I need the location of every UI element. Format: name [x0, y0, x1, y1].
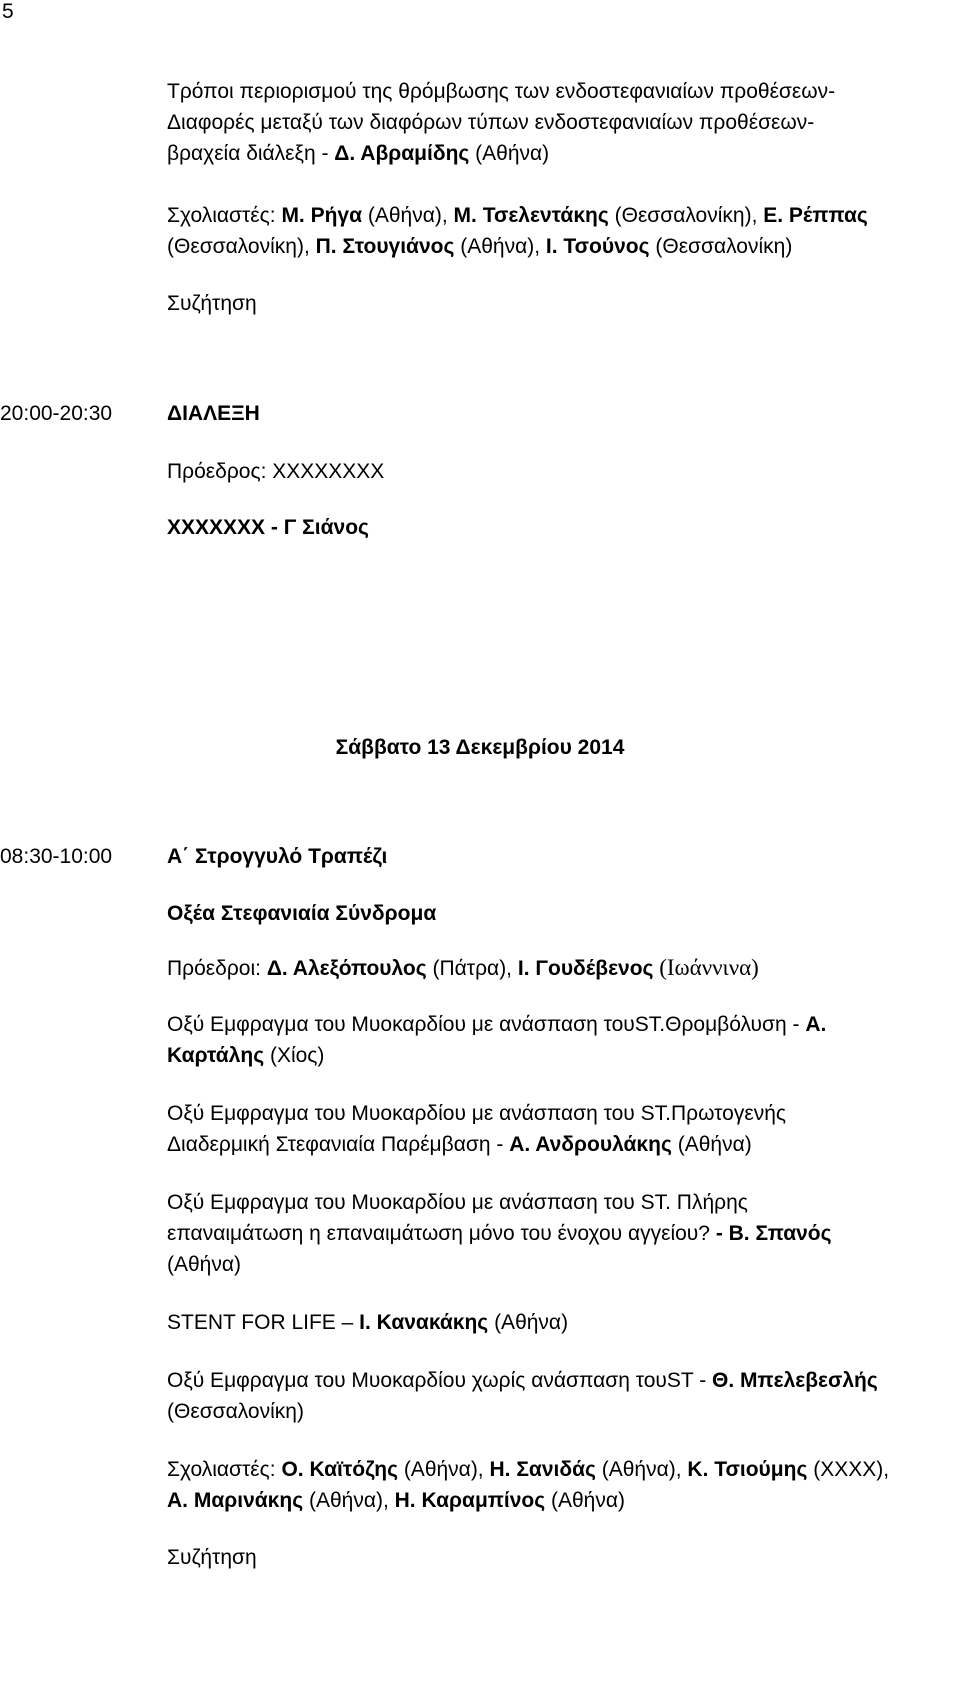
- talk-title: επαναιμάτωση η επαναιμάτωση μόνο του ένοχου αγγείου?: [167, 1222, 716, 1245]
- chair-name: Δ. Αλεξόπουλος: [266, 957, 427, 980]
- commentator-place: (Θεσσαλονίκη),: [167, 235, 316, 258]
- commentator-name: Μ. Τσελεντάκης: [453, 204, 609, 227]
- commentator-place: (Αθήνα),: [595, 1458, 688, 1481]
- commentator-place: (Αθήνα): [545, 1489, 625, 1512]
- commentator-place: (Θεσσαλονίκη),: [608, 204, 764, 227]
- commentator-place: (Αθήνα),: [397, 1458, 490, 1481]
- talk2-line2: [167, 1129, 752, 1161]
- commentators-line1: [167, 200, 868, 232]
- commentator-place: (Αθήνα),: [362, 204, 454, 227]
- session-time: 08:30-10:00: [0, 845, 113, 868]
- speaker-place: (Αθήνα): [671, 1133, 752, 1156]
- talk3-line3: (Αθήνα): [167, 1253, 241, 1276]
- talk-title-line1: Τρόποι περιορισμού της θρόμβωσης των ενδοστεφανιαίων προθέσεων-: [167, 80, 836, 103]
- talk-title: Οξύ Εμφραγμα του Μυοκαρδίου με ανάσπαση τουST.Θρομβόλυση -: [167, 1013, 806, 1036]
- speaker-place: (Αθήνα): [469, 142, 550, 165]
- talk4-line: [167, 1307, 568, 1339]
- speaker-name: - Β. Σπανός: [715, 1222, 832, 1245]
- talk1-line1: [167, 1009, 826, 1041]
- commentator-name: Ι. Τσούνος: [545, 235, 650, 258]
- session-title: Α΄ Στρογγυλό Τραπέζι: [167, 845, 388, 868]
- chair-place: (Ιωάννινα): [653, 955, 759, 980]
- commentator-place: (XXXX),: [807, 1458, 890, 1481]
- commentator-name: Η. Σανιδάς: [489, 1458, 596, 1481]
- talk-title-line2: Διαφορές μεταξύ των διαφόρων τύπων ενδοστεφανιαίων προθέσεων-: [167, 111, 815, 134]
- session-chairs: [167, 952, 759, 985]
- commentator-name: Κ. Τσιούμης: [687, 1458, 808, 1481]
- speaker-name: Ι. Κανακάκης: [359, 1311, 489, 1334]
- chairs-label: Πρόεδροι:: [167, 957, 267, 980]
- session-chair: Πρόεδρος: XXXXXXXX: [167, 460, 385, 483]
- commentator-name: Η. Καραμπίνος: [394, 1489, 546, 1512]
- commentator-name: Μ. Ρήγα: [281, 204, 363, 227]
- talk-title-line3: [167, 138, 549, 170]
- chair-name: Ι. Γουδέβενος: [517, 957, 654, 980]
- chair-place: (Πάτρα),: [426, 957, 518, 980]
- discussion-label: Συζήτηση: [167, 292, 257, 315]
- talk-type: βραχεία διάλεξη -: [167, 142, 335, 165]
- commentator-name: Α. Μαρινάκης: [167, 1489, 304, 1512]
- commentator-place: (Θεσσαλονίκη): [649, 235, 793, 258]
- commentators-line2: [167, 1485, 625, 1517]
- talk2-line1: Οξύ Εμφραγμα του Μυοκαρδίου με ανάσπαση του ST.Πρωτογενής: [167, 1102, 787, 1125]
- session-time: 20:00-20:30: [0, 402, 113, 425]
- talk3-line2: [167, 1218, 832, 1250]
- session-title: ΔΙΑΛΕΞΗ: [167, 402, 260, 425]
- talk-title: Οξύ Εμφραγμα του Μυοκαρδίου χωρίς ανάσπαση τουST -: [167, 1369, 713, 1392]
- talk-title: Διαδερμική Στεφανιαία Παρέμβαση -: [167, 1133, 510, 1156]
- talk5-line1: [167, 1365, 878, 1397]
- speaker-name: Α. Ανδρουλάκης: [509, 1133, 672, 1156]
- talk-title: STENT FOR LIFE –: [167, 1311, 360, 1334]
- commentator-name: Π. Στουγιάνος: [315, 235, 455, 258]
- commentator-name: Ε. Ρέππας: [763, 204, 868, 227]
- session-speakers: XXXXXXX - Γ Σιάνος: [167, 516, 369, 539]
- commentator-place: (Αθήνα),: [303, 1489, 395, 1512]
- speaker-name: Α.: [805, 1013, 827, 1036]
- commentators-line2: [167, 231, 792, 263]
- commentator-place: (Αθήνα),: [454, 235, 546, 258]
- speaker-place: (Αθήνα): [488, 1311, 569, 1334]
- day-heading: Σάββατο 13 Δεκεμβρίου 2014: [335, 736, 625, 759]
- speaker-place: (Χίος): [264, 1044, 325, 1067]
- commentators-label: Σχολιαστές:: [167, 1458, 282, 1481]
- commentators-label: Σχολιαστές:: [167, 204, 282, 227]
- speaker-name: Θ. Μπελεβεσλής: [712, 1369, 878, 1392]
- talk5-line2: (Θεσσαλονίκη): [167, 1400, 304, 1423]
- speaker-name: Καρτάλης: [167, 1044, 265, 1067]
- discussion-label: Συζήτηση: [167, 1546, 257, 1569]
- speaker-name: Δ. Αβραμίδης: [334, 142, 470, 165]
- talk3-line1: Οξύ Εμφραγμα του Μυοκαρδίου με ανάσπαση του ST. Πλήρης: [167, 1191, 748, 1214]
- talk1-line2: [167, 1040, 324, 1072]
- commentator-name: Ο. Καϊτόζης: [281, 1458, 398, 1481]
- commentators-line1: [167, 1454, 889, 1486]
- session-subtitle: Οξέα Στεφανιαία Σύνδρομα: [167, 902, 437, 925]
- page-number: 5: [2, 0, 14, 23]
